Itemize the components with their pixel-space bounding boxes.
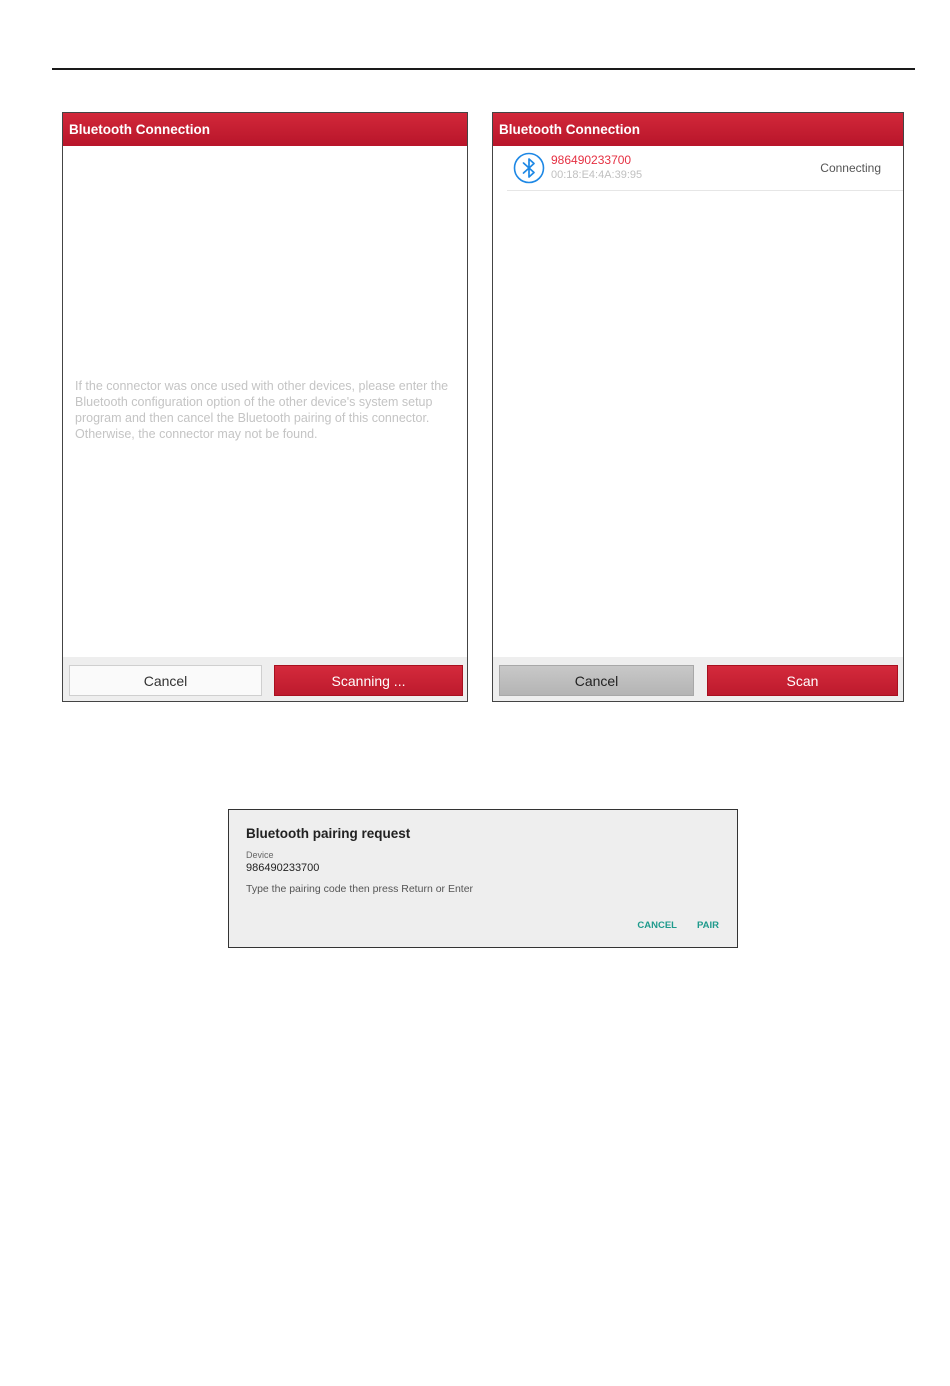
- pairing-instruction: Type the pairing code then press Return or Enter: [246, 883, 474, 895]
- bluetooth-connection-screen-devices: [492, 112, 904, 702]
- page-top-rule: [52, 68, 915, 70]
- device-list-item[interactable]: [507, 147, 903, 191]
- bluetooth-icon: [513, 152, 545, 184]
- connector-hint-text: If the connector was once used with other devices, please enter the Bluetooth configuration option of the other device's system setup program and then cancel the Bluetooth pairing of this connector. Otherwise, the connector may not be found.: [75, 379, 449, 441]
- device-mac-address: 00:18:E4:4A:39:95: [551, 169, 643, 181]
- device-name: 986490233700: [551, 153, 632, 167]
- device-status: Connecting: [820, 161, 881, 175]
- bluetooth-connection-screen-scanning: [62, 112, 468, 702]
- dialog-pair-button[interactable]: PAIR: [697, 920, 719, 931]
- bluetooth-pairing-dialog: [228, 809, 738, 948]
- device-value: 986490233700: [246, 862, 320, 874]
- dialog-title: Bluetooth pairing request: [246, 826, 411, 841]
- device-label: Device: [246, 850, 274, 860]
- dialog-cancel-button[interactable]: CANCEL: [637, 920, 677, 931]
- cancel-button[interactable]: Cancel: [69, 665, 262, 696]
- action-bar: [63, 657, 467, 701]
- screen-title: Bluetooth Connection: [493, 113, 903, 146]
- cancel-button[interactable]: Cancel: [499, 665, 694, 696]
- scan-button[interactable]: Scan: [707, 665, 898, 696]
- action-bar: [493, 657, 903, 701]
- screen-title: Bluetooth Connection: [63, 113, 467, 146]
- scanning-button[interactable]: Scanning ...: [274, 665, 463, 696]
